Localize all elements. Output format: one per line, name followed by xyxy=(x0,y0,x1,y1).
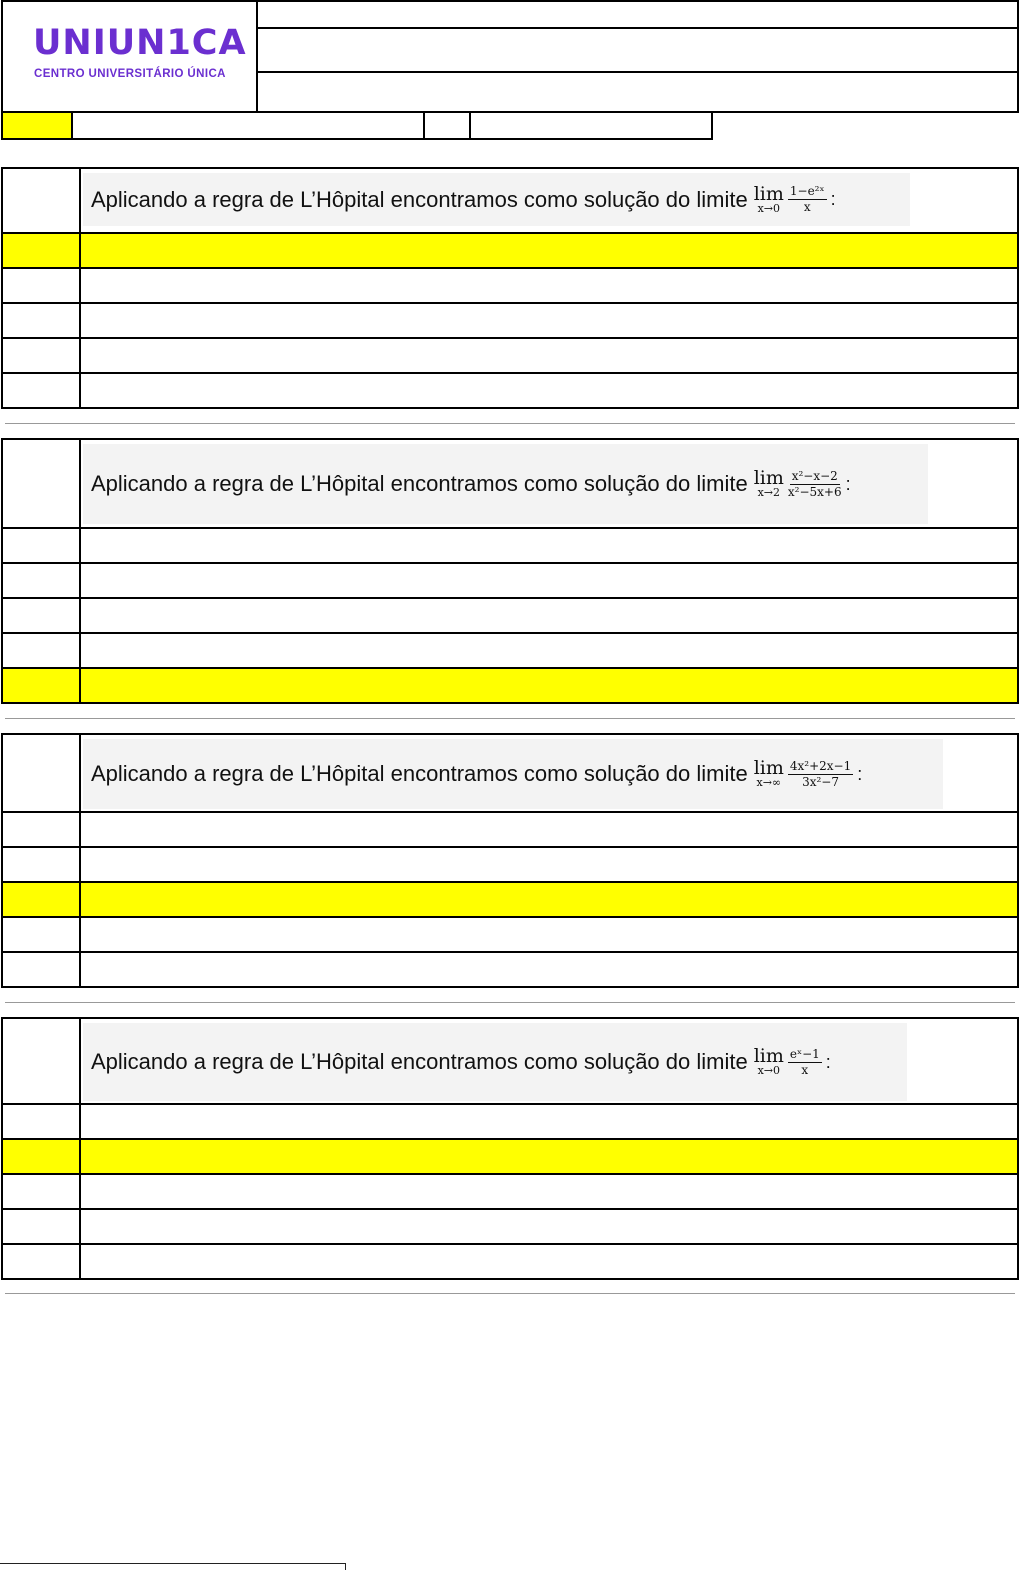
header-field-3 xyxy=(258,73,1017,111)
lim-word: lim xyxy=(753,467,784,489)
question-number-cell xyxy=(3,440,81,527)
question-text: Aplicando a regra de L’Hôpital encontramos como solução do limite xyxy=(91,471,748,496)
option-row-correct[interactable] xyxy=(3,1140,1017,1175)
option-row[interactable] xyxy=(3,1245,1017,1278)
option-row[interactable] xyxy=(3,634,1017,669)
fraction-numerator: x²−x−2 xyxy=(791,468,838,483)
question-number-cell xyxy=(3,169,81,232)
question-image xyxy=(83,739,943,809)
option-row[interactable] xyxy=(3,529,1017,564)
question-header xyxy=(3,735,1017,813)
question-colon: : xyxy=(857,763,863,784)
info-highlight-cell xyxy=(3,113,73,138)
lim-subscript: x→∞ xyxy=(756,776,782,789)
question-header xyxy=(3,169,1017,234)
question-text: Aplicando a regra de L’Hôpital encontramos como solução do limite xyxy=(91,761,748,786)
limit-expression xyxy=(753,182,836,215)
question-header xyxy=(3,440,1017,529)
question-statement xyxy=(81,1019,1017,1103)
question-separator xyxy=(5,1293,1015,1294)
header-field-1 xyxy=(258,2,1017,29)
option-row[interactable] xyxy=(3,1210,1017,1245)
question-statement xyxy=(81,440,1017,527)
lim-subscript: x→0 xyxy=(757,1064,780,1077)
lim-subscript: x→2 xyxy=(757,486,780,499)
info-strip xyxy=(1,113,713,140)
question-statement xyxy=(81,169,1017,232)
logo-wordmark: UNIUN1CA xyxy=(33,23,247,63)
option-row[interactable] xyxy=(3,564,1017,599)
question-colon: : xyxy=(845,473,851,494)
question-text: Aplicando a regra de L’Hôpital encontramos como solução do limite xyxy=(91,1049,748,1074)
info-field-value xyxy=(471,113,711,138)
question-number-cell xyxy=(3,735,81,811)
option-row[interactable] xyxy=(3,918,1017,953)
info-field-label xyxy=(425,113,471,138)
option-row[interactable] xyxy=(3,1175,1017,1210)
lim-word: lim xyxy=(753,757,784,779)
question-separator xyxy=(5,423,1015,424)
header-field-2 xyxy=(258,29,1017,73)
logo-cell xyxy=(3,2,258,111)
document-header xyxy=(1,0,1019,113)
question-separator xyxy=(5,1002,1015,1003)
question-block xyxy=(1,438,1019,704)
lim-subscript: x→0 xyxy=(757,201,780,215)
option-row[interactable] xyxy=(3,339,1017,374)
question-colon: : xyxy=(825,1051,831,1072)
footer-line xyxy=(0,1563,345,1564)
option-row-correct[interactable] xyxy=(3,883,1017,918)
option-row[interactable] xyxy=(3,953,1017,986)
question-image xyxy=(83,173,910,226)
fraction-denominator: x xyxy=(801,1062,809,1077)
fraction-denominator: 3x²−7 xyxy=(802,774,839,789)
question-header xyxy=(3,1019,1017,1105)
footer-tick xyxy=(345,1563,346,1570)
option-row[interactable] xyxy=(3,304,1017,339)
option-row-correct[interactable] xyxy=(3,234,1017,269)
question-separator xyxy=(5,718,1015,719)
option-row[interactable] xyxy=(3,848,1017,883)
lim-word: lim xyxy=(753,1045,784,1067)
question-image xyxy=(83,444,928,524)
question-block xyxy=(1,1017,1019,1280)
option-row[interactable] xyxy=(3,599,1017,634)
info-field-name xyxy=(73,113,425,138)
question-text: Aplicando a regra de L’Hôpital encontramos como solução do limite xyxy=(91,186,748,212)
question-block xyxy=(1,733,1019,988)
option-row-correct[interactable] xyxy=(3,669,1017,702)
lim-word: lim xyxy=(753,182,784,205)
limit-expression xyxy=(754,759,863,789)
fraction-numerator: 4x²+2x−1 xyxy=(789,758,852,773)
limit-expression xyxy=(754,469,851,499)
fraction-numerator: 1−e²ˣ xyxy=(789,184,825,198)
question-image xyxy=(83,1023,907,1101)
limit-expression xyxy=(754,1047,831,1077)
fraction-numerator: eˣ−1 xyxy=(789,1046,820,1061)
option-row[interactable] xyxy=(3,374,1017,407)
question-colon: : xyxy=(830,189,836,209)
question-statement xyxy=(81,735,1017,811)
option-row[interactable] xyxy=(3,1105,1017,1140)
question-number-cell xyxy=(3,1019,81,1103)
question-block xyxy=(1,167,1019,409)
option-row[interactable] xyxy=(3,813,1017,848)
fraction-denominator: x²−5x+6 xyxy=(787,484,842,499)
option-row[interactable] xyxy=(3,269,1017,304)
fraction-denominator: x xyxy=(803,200,811,214)
logo-subtitle: CENTRO UNIVERSITÁRIO ÚNICA xyxy=(34,68,226,80)
